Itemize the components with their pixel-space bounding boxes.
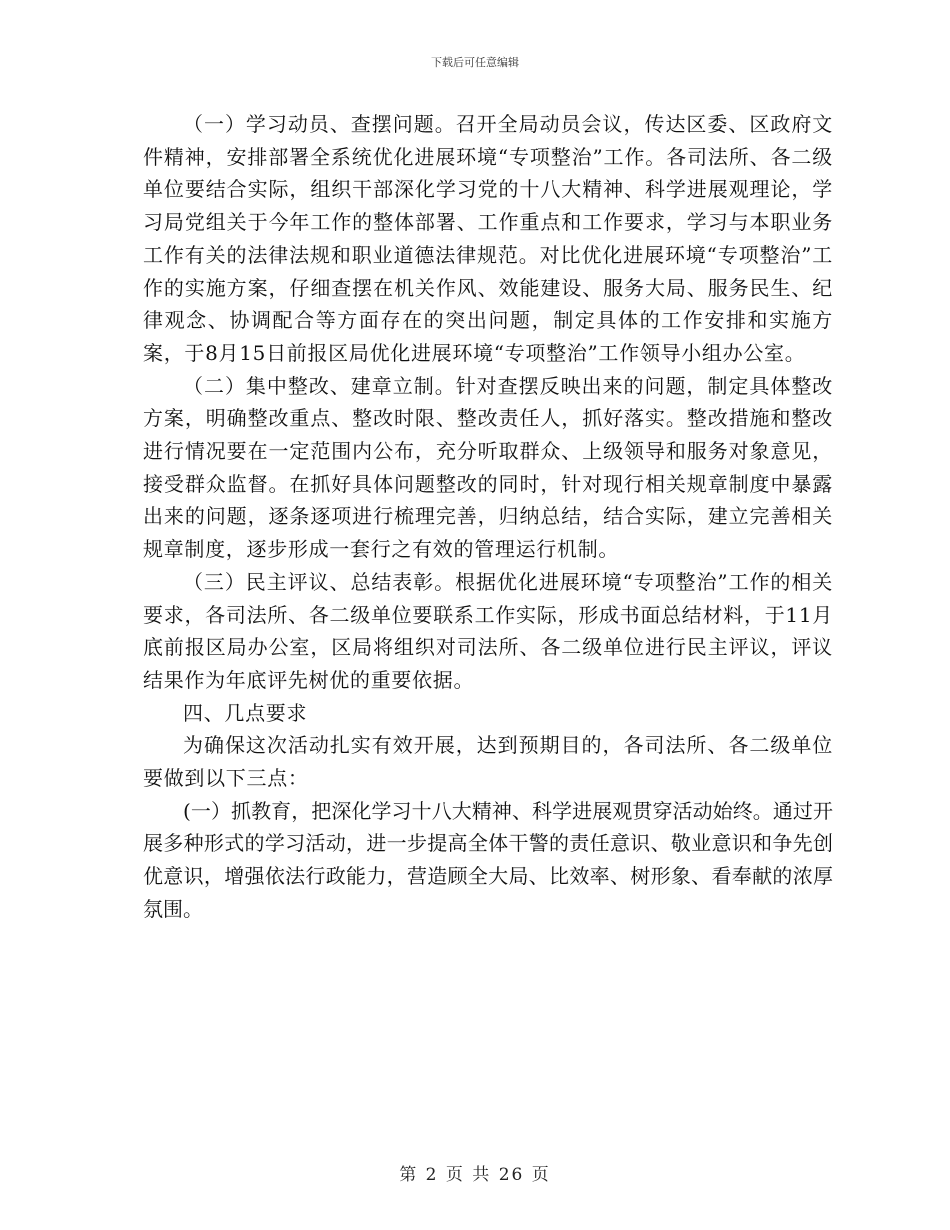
paragraph-education: (一）抓教育，把深化学习十八大精神、科学进展观贯穿活动始终。通过开展多种形式的学习活动，进一步提高全体干警的责任意识、敬业意识和争先创优意识，增强依法行政能力，营造顾全大局、比效率、树形象、看奉献的浓厚氛围。: [143, 798, 833, 921]
paragraph-democratic-review: （三）民主评议、总结表彰。根据优化进展环境“专项整治”工作的相关要求，各司法所、各二级单位要联系工作实际，形成书面总结材料，于11月底前报区局办公室，区局将组织对司法所、各二级单位进行民主评议，评议结果作为年底评先树优的重要依据。: [143, 569, 833, 692]
page-header: 下载后可任意编辑: [431, 56, 519, 69]
paragraph-requirements-intro: 为确保这次活动扎实有效开展，达到预期目的，各司法所、各二级单位要做到以下三点：: [143, 733, 833, 791]
page-footer: 第 2 页 共 26 页: [399, 1165, 551, 1185]
document-body: [143, 108, 833, 926]
paragraph-rectification: （二）集中整改、建章立制。针对查摆反映出来的问题，制定具体整改方案，明确整改重点、整改时限、整改责任人，抓好落实。整改措施和整改进行情况要在一定范围内公布，充分听取群众、上级领导和服务对象意见，接受群众监督。在抓好具体问题整改的同时，针对现行相关规章制度中暴露出来的问题，逐条逐项进行梳理完善，归纳总结，结合实际，建立完善相关规章制度，逐步形成一套行之有效的管理运行机制。: [143, 373, 833, 562]
section-heading-requirements: 四、几点要求: [183, 700, 308, 725]
paragraph-study-mobilize: （一）学习动员、查摆问题。召开全局动员会议，传达区委、区政府文件精神，安排部署全系统优化进展环境“专项整治”工作。各司法所、各二级单位要结合实际，组织干部深化学习党的十八大精神、科学进展观理论，学习局党组关于今年工作的整体部署、工作重点和工作要求，学习与本职业务工作有关的法律法规和职业道德法律规范。对比优化进展环境“专项整治”工作的实施方案，仔细查摆在机关作风、效能建设、服务大局、服务民生、纪律观念、协调配合等方面存在的突出问题，制定具体的工作安排和实施方案，于8月15日前报区局优化进展环境“专项整治”工作领导小组办公室。: [143, 112, 833, 365]
